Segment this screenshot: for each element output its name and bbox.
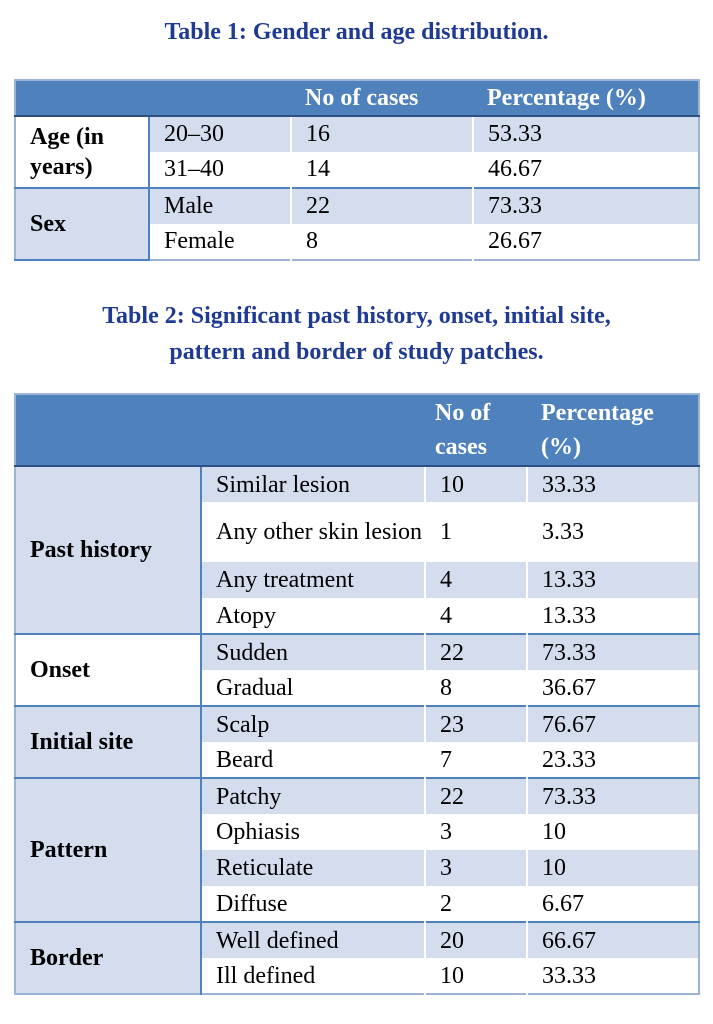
row-percentage: 73.33 [473, 188, 699, 224]
row-percentage: 3.33 [527, 502, 699, 562]
row-category: Any other skin lesion [201, 502, 425, 562]
table-row [15, 922, 699, 958]
group-label-past-history: Past history [15, 466, 201, 634]
row-category: Scalp [201, 706, 425, 742]
table1 [14, 79, 700, 261]
table1-header-blank-1 [15, 80, 149, 116]
row-cases: 20 [425, 922, 527, 958]
row-percentage: 10 [527, 814, 699, 850]
row-percentage: 66.67 [527, 922, 699, 958]
table2 [14, 393, 700, 995]
group-label-pattern: Pattern [15, 778, 201, 922]
row-category: Ophiasis [201, 814, 425, 850]
group-label-onset: Onset [15, 634, 201, 706]
row-category: Sudden [201, 634, 425, 670]
table1-caption: Table 1: Gender and age distribution. [164, 19, 549, 45]
row-cases: 16 [291, 116, 473, 152]
row-category: Patchy [201, 778, 425, 814]
row-percentage: 26.67 [473, 224, 699, 260]
row-percentage: 6.67 [527, 886, 699, 922]
row-category: Well defined [201, 922, 425, 958]
table2-caption-line1: Table 2: Significant past history, onset, initial site, [102, 303, 611, 329]
table1-header-percentage: Percentage (%) [473, 80, 699, 116]
row-cases: 4 [425, 562, 527, 598]
row-category: 31–40 [149, 152, 291, 188]
table-row [15, 706, 699, 742]
row-category: Gradual [201, 670, 425, 706]
table1-header-cases: No of cases [291, 80, 473, 116]
row-category: Ill defined [201, 958, 425, 994]
table-row [15, 188, 699, 224]
table-row [15, 778, 699, 814]
row-percentage: 33.33 [527, 466, 699, 502]
row-cases: 1 [425, 502, 527, 562]
table2-header-blank-1 [15, 394, 201, 466]
table2-caption-line2: pattern and border of study patches. [169, 339, 544, 365]
table2-header-cases: No of cases [425, 394, 527, 466]
group-label-initial-site: Initial site [15, 706, 201, 778]
row-percentage: 53.33 [473, 116, 699, 152]
row-cases: 14 [291, 152, 473, 188]
table2-header-row [15, 394, 699, 466]
table-row [15, 466, 699, 502]
row-category: Similar lesion [201, 466, 425, 502]
group-label-sex: Sex [15, 188, 149, 260]
table-row [15, 116, 699, 152]
table-row [15, 634, 699, 670]
row-cases: 8 [425, 670, 527, 706]
row-category: 20–30 [149, 116, 291, 152]
row-percentage: 23.33 [527, 742, 699, 778]
row-cases: 4 [425, 598, 527, 634]
group-label-border: Border [15, 922, 201, 994]
row-cases: 23 [425, 706, 527, 742]
row-cases: 22 [425, 778, 527, 814]
row-percentage: 36.67 [527, 670, 699, 706]
table2-caption [0, 298, 713, 370]
row-percentage: 10 [527, 850, 699, 886]
row-category: Female [149, 224, 291, 260]
row-cases: 22 [425, 634, 527, 670]
row-cases: 2 [425, 886, 527, 922]
row-percentage: 73.33 [527, 778, 699, 814]
row-cases: 22 [291, 188, 473, 224]
row-percentage: 73.33 [527, 634, 699, 670]
row-cases: 3 [425, 850, 527, 886]
row-category: Reticulate [201, 850, 425, 886]
row-cases: 7 [425, 742, 527, 778]
row-cases: 8 [291, 224, 473, 260]
table2-header-percentage: Percentage (%) [527, 394, 699, 466]
row-category: Atopy [201, 598, 425, 634]
row-percentage: 46.67 [473, 152, 699, 188]
row-cases: 10 [425, 958, 527, 994]
table1-header-blank-2 [149, 80, 291, 116]
row-percentage: 76.67 [527, 706, 699, 742]
table1-header-row [15, 80, 699, 116]
row-percentage: 33.33 [527, 958, 699, 994]
row-category: Beard [201, 742, 425, 778]
row-cases: 3 [425, 814, 527, 850]
table2-header-blank-2 [201, 394, 425, 466]
row-category: Male [149, 188, 291, 224]
row-percentage: 13.33 [527, 562, 699, 598]
row-percentage: 13.33 [527, 598, 699, 634]
group-label-age: Age (in years) [15, 116, 149, 188]
row-category: Any treatment [201, 562, 425, 598]
row-cases: 10 [425, 466, 527, 502]
row-category: Diffuse [201, 886, 425, 922]
